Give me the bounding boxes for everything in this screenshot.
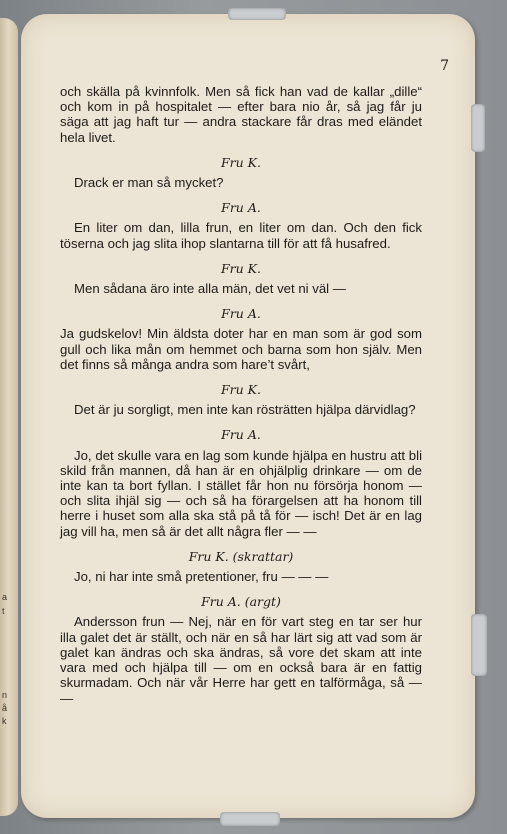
- page-number: 7: [440, 58, 449, 74]
- right-clip-top: [471, 104, 485, 152]
- dialogue-paragraph: Ja gudskelov! Min äldsta doter har en man som är god som gull och lika mån om hemmet och barna som hon själv. Men det finns så många andra som hare’t svårt,: [60, 326, 422, 372]
- dialogue-paragraph: och skälla på kvinnfolk. Men så fick han vad de kallar „dille“ och kom in på hospitalet — efter bara nio år, så jag får ju säga att jag haft tur — andra stackare får dras med eländet hela livet.: [60, 84, 422, 145]
- margin-mark: å: [2, 703, 8, 713]
- dialogue-paragraph: Men sådana äro inte alla män, det vet ni väl —: [74, 281, 346, 297]
- margin-mark: t: [2, 606, 5, 616]
- right-clip-bottom: [471, 614, 487, 676]
- margin-mark: a: [2, 592, 8, 602]
- margin-mark: n: [2, 690, 8, 700]
- speaker-heading: Fru A. (argt): [201, 594, 281, 610]
- page-body-text: [60, 84, 422, 706]
- speaker-heading: Fru K. (skrattar): [188, 548, 294, 564]
- dialogue-paragraph: En liter om dan, lilla frun, en liter om dan. Och den fick töserna och jag slita ihop slantarna till för att få husafred.: [60, 220, 422, 251]
- dialogue-paragraph: Drack er man så mycket?: [74, 175, 224, 191]
- left-margin-marks: [0, 0, 16, 834]
- dialogue-paragraph: Jo, ni har inte små pretentioner, fru — — —: [74, 569, 329, 585]
- speaker-heading: Fru K.: [221, 154, 261, 170]
- speaker-heading: Fru A.: [221, 200, 261, 216]
- dialogue-paragraph: Andersson frun — Nej, när en för vart steg en tar ser hur illa galet det är ställt, och när en så har lärt sig att vad som är galet kan ändras och ska ändras, så vore det skam att inte vara med och hjälpa till — om en också bara är en fattig skurmadam. Och när vår Herre har gett en talförmåga, så — —: [60, 614, 422, 706]
- speaker-heading: Fru A.: [221, 427, 261, 443]
- speaker-heading: Fru K.: [221, 382, 261, 398]
- dialogue-paragraph: Det är ju sorgligt, men inte kan rösträtten hjälpa därvidlag?: [74, 402, 416, 418]
- margin-mark: k: [2, 716, 7, 726]
- dialogue-paragraph: Jo, det skulle vara en lag som kunde hjälpa en hustru att bli skild från mannen, då han är en ohjälplig drinkare — om de inte kan ta bort fyllan. I stället får hon nu försörja honom — och slita ihjäl sig — och så ha förargelsen att ha honom till herre i huset som alla ska stå på tå för — isch! Det är en lag jag vill ha, men så är det allt några fler — —: [60, 447, 422, 539]
- bottom-clip: [220, 812, 280, 826]
- top-clip: [228, 8, 286, 20]
- speaker-heading: Fru K.: [221, 260, 261, 276]
- speaker-heading: Fru A.: [221, 306, 261, 322]
